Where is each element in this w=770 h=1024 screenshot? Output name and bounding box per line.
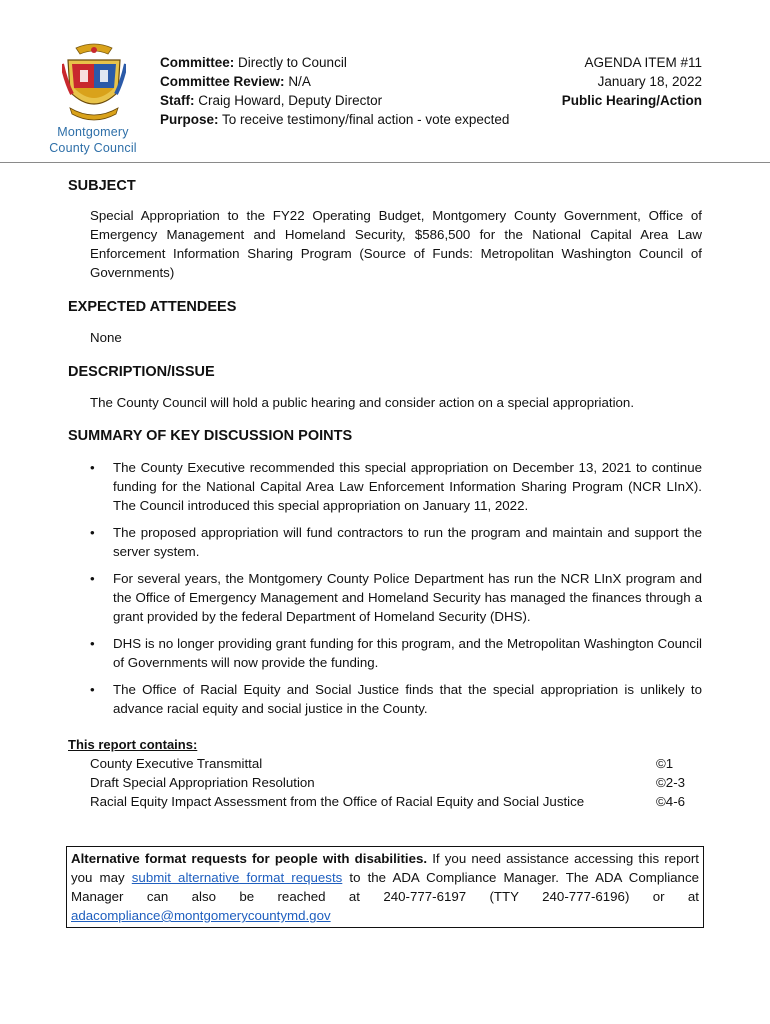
header-divider [0,162,770,163]
org-name-line2: County Council [49,141,137,155]
bullet-icon: • [90,525,95,540]
org-name [38,124,148,156]
list-item: County Executive Transmittal ©1 [90,756,674,771]
list-item: Racial Equity Impact Assessment from the Office of Racial Equity and Social Justice ©4-6 [90,794,686,809]
list-item: Draft Special Appropriation Resolution ©2-3 [90,775,686,790]
bullet-icon: • [90,460,95,475]
bullet-icon: • [90,682,95,697]
agenda-date: January 18, 2022 [597,74,702,89]
bullet-icon: • [90,636,95,651]
list-item: • The County Executive recommended this special appropriation on December 13, 2021 to continue funding for the National Capital Area Law Enforcement Information Sharing Program (NCR LInX). The Council introduced this special appropriation on January 11, 2022. [90,460,702,513]
staff-label: Staff: [160,93,195,108]
county-seal-logo [62,42,126,124]
description-heading: DESCRIPTION/ISSUE [68,364,215,380]
staff-value: Craig Howard, Deputy Director [198,93,383,108]
purpose-label: Purpose: [160,112,219,127]
agenda-action: Public Hearing/Action [561,93,702,108]
list-item: • The proposed appropriation will fund contractors to run the program and maintain and support the server system. [90,525,702,559]
list-item: • For several years, the Montgomery County Police Department has run the NCR LInX program and the Office of Emergency Management and Homeland Security has managed the finances through a grant provided by the federal Department of Homeland Security (DHS). [90,571,702,624]
review-value: N/A [288,74,311,89]
summary-heading: SUMMARY OF KEY DISCUSSION POINTS [68,428,353,444]
list-item: • The Office of Racial Equity and Social Justice finds that the special appropriation is unlikely to advance racial equity and social justice in the County. [90,682,702,716]
header-meta [160,53,509,129]
review-label: Committee Review: [160,74,285,89]
bullet-icon: • [90,571,95,586]
agenda-info [562,53,702,110]
ada-email-link[interactable]: adacompliance@montgomerycountymd.gov [71,908,331,923]
subject-heading: SUBJECT [68,178,136,194]
notice-heading: Alternative format requests for people with disabilities. [71,851,428,866]
org-name-line1: Montgomery [57,125,129,139]
committee-label: Committee: [160,55,235,70]
subject-text: Special Appropriation to the FY22 Operating Budget, Montgomery County Government, Office of Emergency Management and Homeland Security, $586,500 for the National Capital Area Law Enforcement Information Sharing Program (Source of Funds: Metropolitan Washington Council of Governments) [90,208,702,280]
alternative-format-link[interactable]: submit alternative format requests [131,870,343,885]
purpose-value: To receive testimony/final action - vote expected [222,112,510,127]
description-text: The County Council will hold a public hearing and consider action on a special appropriation. [90,395,635,410]
attendees-heading: EXPECTED ATTENDEES [68,299,237,315]
committee-value: Directly to Council [238,55,347,70]
list-item: • DHS is no longer providing grant funding for this program, and the Metropolitan Washington Council of Governments will now provide the funding. [90,636,702,670]
agenda-item-number: AGENDA ITEM #11 [584,55,702,70]
summary-list [90,458,702,726]
attendees-text: None [90,330,122,345]
contents-title: This report contains: [68,737,198,752]
accessibility-notice: Alternative format requests for people with disabilities. If you need assistance accessing this report you may submit alternative format requests to the ADA Compliance Manager. The ADA Compliance Manager can also be reached at 240-777-6197 (TTY 240-777-6196) or at adacompliance@montgomerycountymd.gov [66,846,704,928]
contents-list [90,754,702,811]
